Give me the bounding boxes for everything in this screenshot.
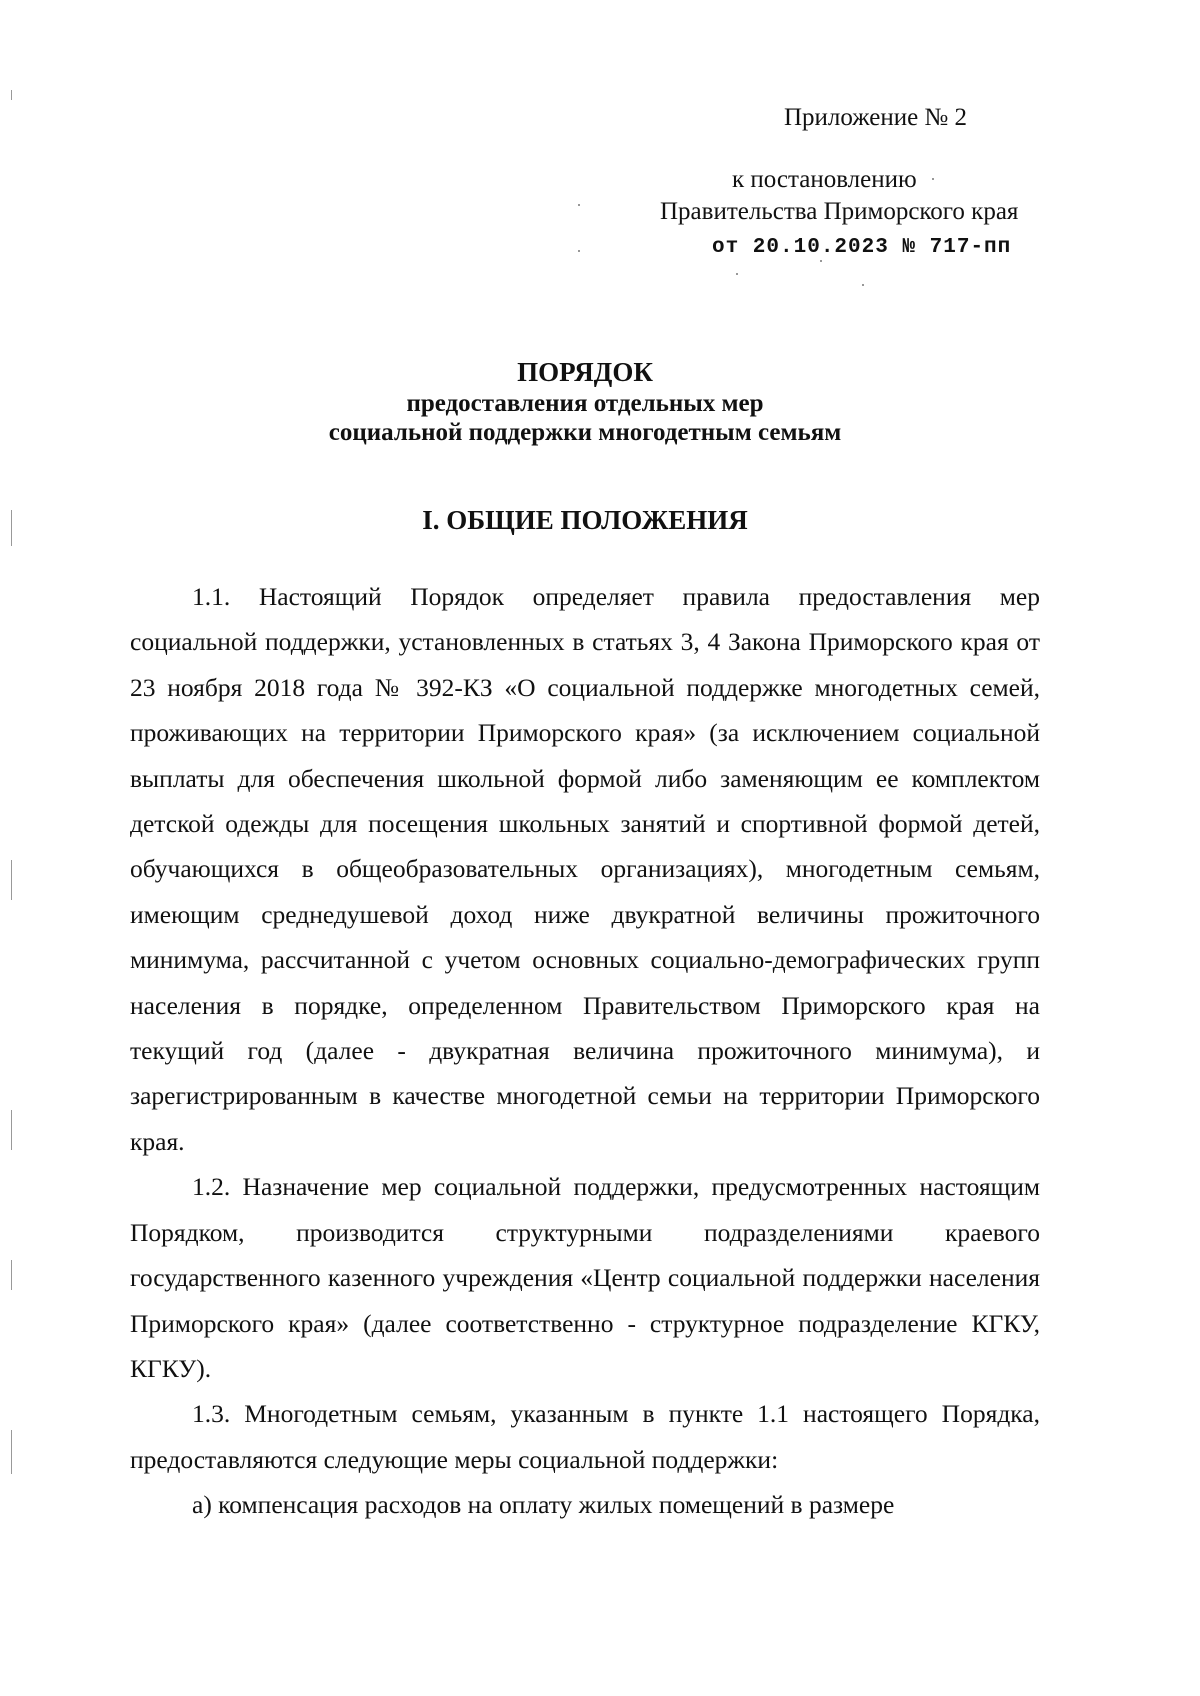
registration-stamp: от 20.10.2023 № 717-пп	[712, 236, 1012, 259]
document-title	[130, 356, 1040, 447]
appendix-reference: к постановлению	[732, 166, 917, 193]
scan-speck	[862, 284, 864, 286]
margin-mark	[11, 90, 12, 100]
scan-speck	[736, 273, 738, 275]
margin-mark	[11, 1110, 12, 1150]
document-body	[130, 574, 1040, 1528]
appendix-title: Приложение № 2	[784, 104, 968, 131]
paragraph-1-1: 1.1. Настоящий Порядок определяет правила предоставления мер социальной поддержки, установленных в статьях 3, 4 Закона Приморского края от 23 ноября 2018 года № 392-КЗ «О социальной поддержке многодетных семей, проживающих на территории Приморского края» (за исключением социальной выплаты для обеспечения школьной формой либо заменяющим ее комплектом детской одежды для посещения школьных занятий и спортивной формой детей, обучающихся в общеобразовательных организациях), многодетным семьям, имеющим среднедушевой доход ниже двукратной величины прожиточного минимума, рассчитанной с учетом основных социально-демографических групп населения в порядке, определенном Правительством Приморского края на текущий год (далее - двукратная величина прожиточного минимума), и зарегистрированным в качестве многодетной семьи на территории Приморского края.	[130, 582, 1040, 1156]
scan-speck	[932, 178, 934, 180]
paragraph-1-2: 1.2. Назначение мер социальной поддержки, предусмотренных настоящим Порядком, производится структурными подразделениями краевого государственного казенного учреждения «Центр социальной поддержки населения Приморского края» (далее соответственно - структурное подразделение КГКУ, КГКУ).	[130, 1172, 1040, 1383]
section-heading: I. ОБЩИЕ ПОЛОЖЕНИЯ	[422, 505, 748, 535]
paragraph-a: а) компенсация расходов на оплату жилых помещений в размере	[192, 1490, 895, 1520]
scan-speck	[578, 250, 580, 252]
title-main: ПОРЯДОК	[517, 357, 653, 387]
title-line-2: предоставления отдельных мер	[406, 390, 764, 417]
scan-speck	[578, 204, 580, 206]
margin-mark	[11, 1430, 12, 1474]
margin-mark	[11, 1260, 12, 1290]
margin-mark	[11, 510, 12, 546]
appendix-government: Правительства Приморского края	[660, 198, 1019, 225]
title-line-3: социальной поддержки многодетным семьям	[328, 419, 842, 446]
scan-speck	[820, 260, 822, 262]
paragraph-1-3: 1.3. Многодетным семьям, указанным в пункте 1.1 настоящего Порядка, предоставляются следующие меры социальной поддержки:	[130, 1399, 1040, 1474]
margin-mark	[11, 860, 12, 900]
